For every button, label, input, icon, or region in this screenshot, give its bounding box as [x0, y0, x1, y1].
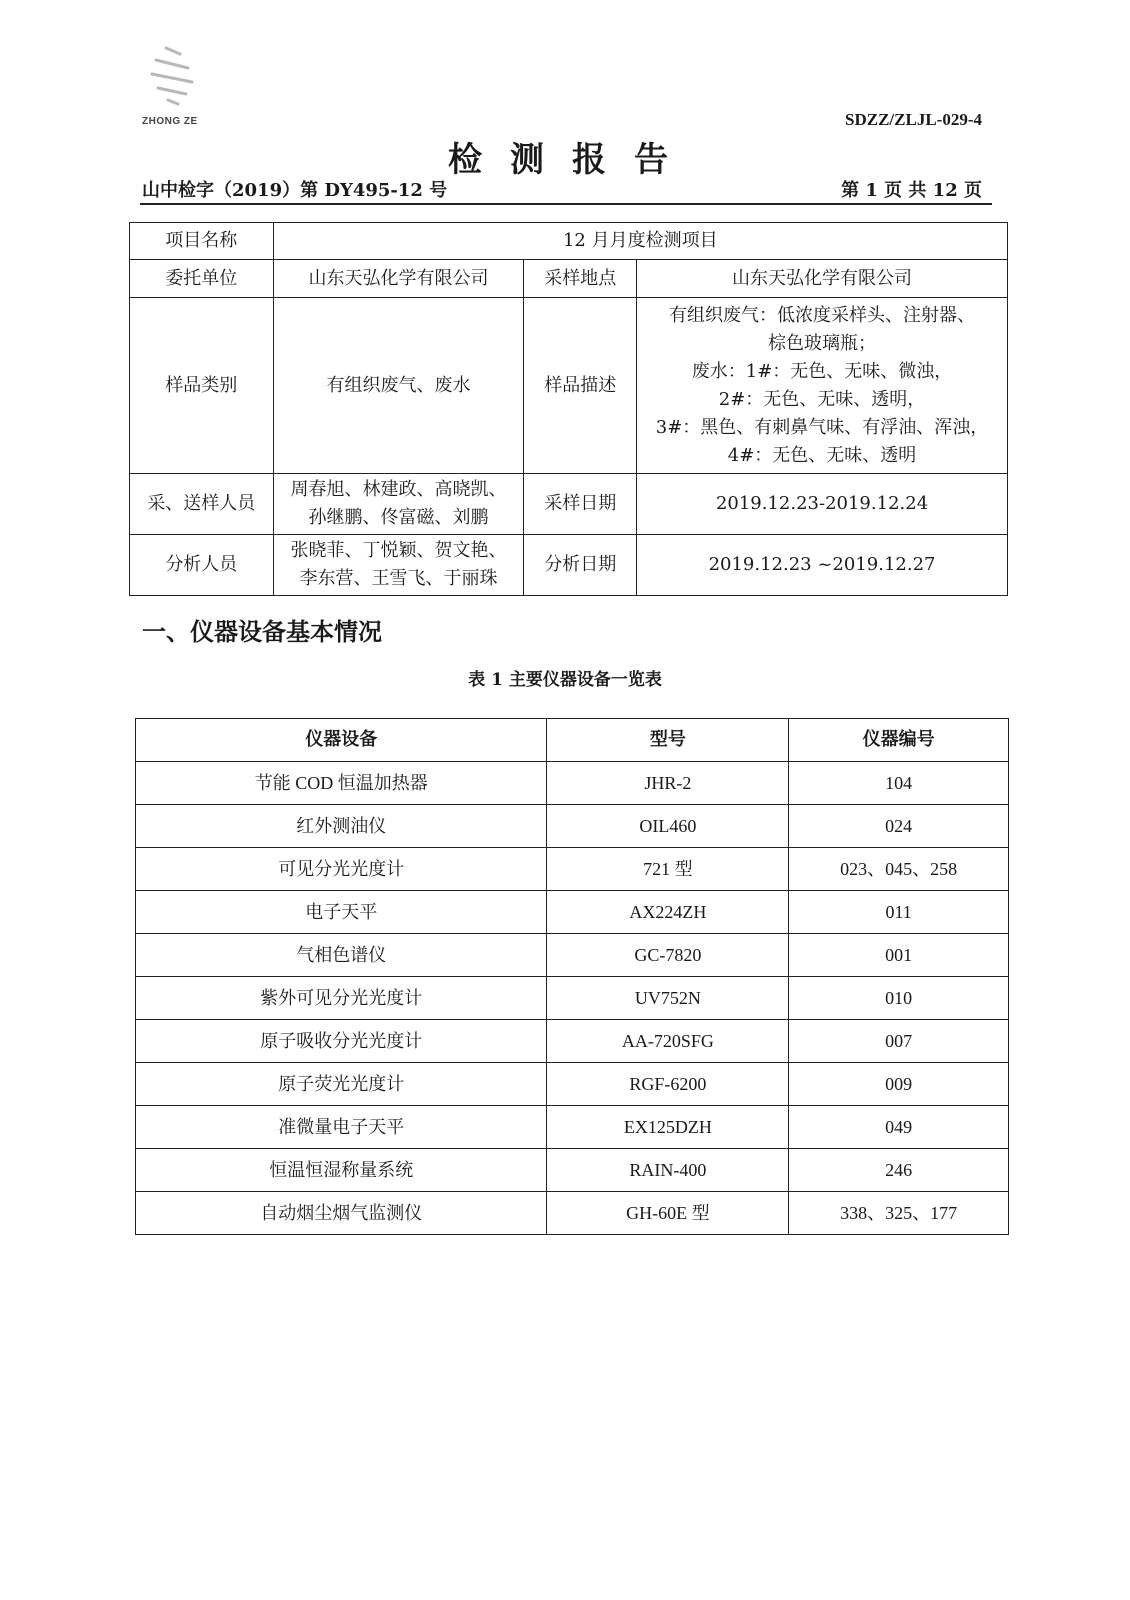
equipment-id: 011	[789, 891, 1009, 934]
analysis-date-value: 2019.12.23 ~2019.12.27	[637, 535, 1008, 596]
analyst-label: 分析人员	[130, 535, 274, 596]
equipment-id: 049	[789, 1106, 1009, 1149]
desc-value	[637, 298, 1008, 474]
table-row	[136, 848, 1009, 891]
header-divider	[140, 203, 992, 205]
equipment-name: 原子荧光光度计	[136, 1063, 547, 1106]
analyst-line: 李东营、王雪飞、于丽珠	[299, 568, 498, 589]
equipment-table	[135, 718, 1009, 1235]
info-row-sample	[130, 298, 1008, 474]
table-row	[136, 805, 1009, 848]
equipment-name: 节能 COD 恒温加热器	[136, 762, 547, 805]
page-info: 第 1 页 共 12 页	[841, 180, 982, 201]
column-header-id: 仪器编号	[789, 719, 1009, 762]
equipment-name: 可见分光光度计	[136, 848, 547, 891]
table-caption: 表 1 主要仪器设备一览表	[468, 670, 662, 690]
company-logo	[138, 44, 208, 134]
site-label: 采样地点	[524, 260, 637, 298]
equipment-model: EX125DZH	[547, 1106, 789, 1149]
table-row	[136, 1106, 1009, 1149]
sampler-value	[273, 474, 524, 535]
equipment-id: 023、045、258	[789, 848, 1009, 891]
column-header-equipment: 仪器设备	[136, 719, 547, 762]
info-row-client	[130, 260, 1008, 298]
project-value: 12 月月度检测项目	[273, 223, 1007, 260]
equipment-id: 009	[789, 1063, 1009, 1106]
desc-line: 3#：黑色、有刺鼻气味、有浮油、浑浊，	[655, 416, 989, 438]
info-row-project	[130, 223, 1008, 260]
equipment-model: AX224ZH	[547, 891, 789, 934]
category-label: 样品类别	[130, 298, 274, 474]
analyst-value	[273, 535, 524, 596]
desc-label: 样品描述	[524, 298, 637, 474]
sample-date-value: 2019.12.23-2019.12.24	[637, 474, 1008, 535]
equipment-name: 紫外可见分光光度计	[136, 977, 547, 1020]
desc-line: 4#：无色、无味、透明	[727, 444, 917, 466]
equipment-model: AA-720SFG	[547, 1020, 789, 1063]
equipment-model: JHR-2	[547, 762, 789, 805]
equipment-name: 准微量电子天平	[136, 1106, 547, 1149]
desc-line: 棕色玻璃瓶；	[768, 332, 877, 354]
client-label: 委托单位	[130, 260, 274, 298]
equipment-name: 气相色谱仪	[136, 934, 547, 977]
equipment-id: 024	[789, 805, 1009, 848]
equipment-name: 恒温恒湿称量系统	[136, 1149, 547, 1192]
analyst-line: 张晓菲、丁悦颖、贺文艳、	[290, 540, 507, 561]
sampler-label: 采、送样人员	[130, 474, 274, 535]
info-row-analysis	[130, 535, 1008, 596]
table-row	[136, 1149, 1009, 1192]
table-row	[136, 762, 1009, 805]
sampler-line: 孙继鹏、佟富磁、刘鹏	[308, 507, 489, 528]
equipment-model: RAIN-400	[547, 1149, 789, 1192]
equipment-model: 721 型	[547, 848, 789, 891]
table-row	[136, 977, 1009, 1020]
equipment-model: RGF-6200	[547, 1063, 789, 1106]
equipment-model: GH-60E 型	[547, 1192, 789, 1235]
report-title: 检测报告	[448, 140, 696, 180]
equipment-name: 自动烟尘烟气监测仪	[136, 1192, 547, 1235]
client-value: 山东天弘化学有限公司	[273, 260, 524, 298]
analysis-date-label: 分析日期	[524, 535, 637, 596]
desc-line: 有组织废气：低浓度采样头、注射器、	[669, 304, 976, 326]
project-label: 项目名称	[130, 223, 274, 260]
equipment-id: 338、325、177	[789, 1192, 1009, 1235]
equipment-header-row	[136, 719, 1009, 762]
document-code: SDZZ/ZLJL-029-4	[845, 110, 982, 129]
equipment-name: 电子天平	[136, 891, 547, 934]
equipment-id: 246	[789, 1149, 1009, 1192]
desc-line: 2#：无色、无味、透明，	[718, 388, 926, 410]
report-number: 山中检字（2019）第 DY495-12 号	[142, 180, 448, 201]
equipment-id: 001	[789, 934, 1009, 977]
table-row	[136, 1063, 1009, 1106]
equipment-model: GC-7820	[547, 934, 789, 977]
site-value: 山东天弘化学有限公司	[637, 260, 1008, 298]
desc-line: 废水：1#：无色、无味、微浊，	[691, 360, 953, 382]
equipment-name: 原子吸收分光光度计	[136, 1020, 547, 1063]
table-row	[136, 934, 1009, 977]
column-header-model: 型号	[547, 719, 789, 762]
equipment-id: 104	[789, 762, 1009, 805]
equipment-id: 007	[789, 1020, 1009, 1063]
equipment-id: 010	[789, 977, 1009, 1020]
table-row	[136, 891, 1009, 934]
info-row-sampling	[130, 474, 1008, 535]
sampler-line: 周春旭、林建政、高晓凯、	[290, 479, 507, 500]
table-row	[136, 1020, 1009, 1063]
sample-date-label: 采样日期	[524, 474, 637, 535]
logo-text: ZHONG ZE	[142, 116, 198, 127]
section-heading: 一、仪器设备基本情况	[142, 617, 382, 646]
equipment-model: UV752N	[547, 977, 789, 1020]
equipment-model: OIL460	[547, 805, 789, 848]
logo-emblem-icon	[146, 44, 198, 110]
category-value: 有组织废气、废水	[273, 298, 524, 474]
equipment-name: 红外测油仪	[136, 805, 547, 848]
table-row	[136, 1192, 1009, 1235]
report-info-table	[129, 222, 1008, 596]
